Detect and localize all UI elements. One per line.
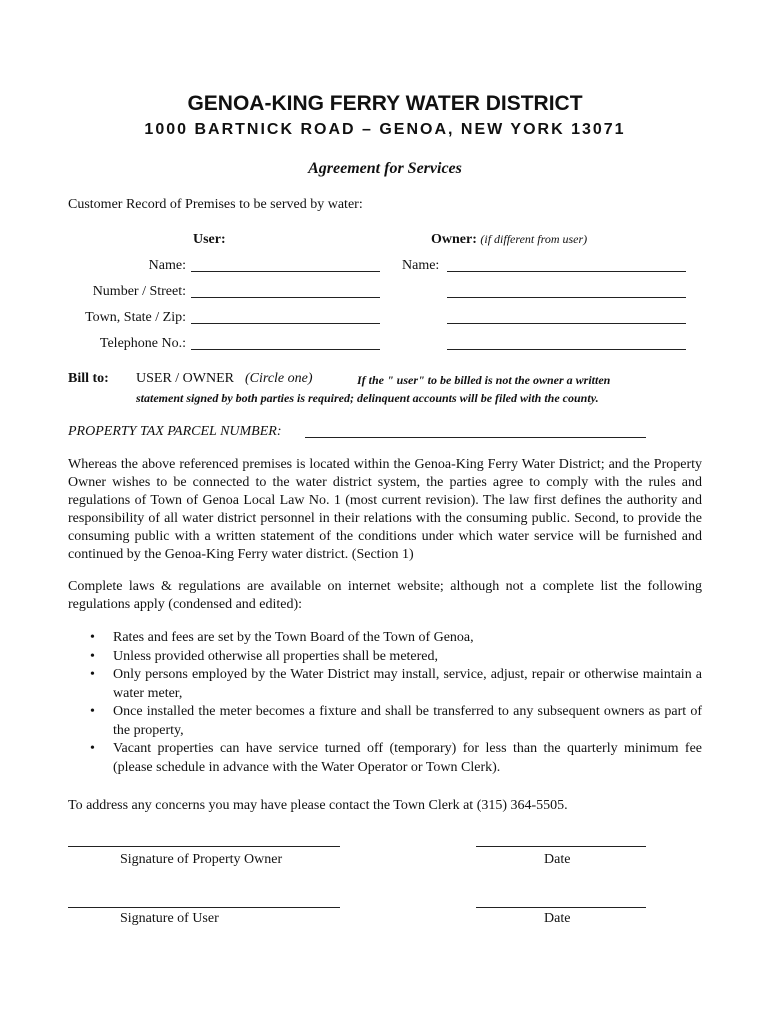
contact-text: To address any concerns you may have please contact the Town Clerk at (315) 364-5505. <box>68 798 568 813</box>
user-phone-field[interactable] <box>191 349 380 350</box>
user-signature-label: Signature of User <box>120 911 219 926</box>
list-item: • Rates and fees are set by the Town Board of the Town of Genoa, <box>68 629 702 648</box>
user-name-field[interactable] <box>191 271 380 272</box>
owner-date-label: Date <box>544 852 571 867</box>
owner-heading: Owner: <box>431 232 477 247</box>
address-line: 1000 BARTNICK ROAD – GENOA, NEW YORK 13071 <box>144 121 626 138</box>
bullet-icon: • <box>90 741 95 756</box>
agreement-paragraph: Whereas the above referenced premises is located within the Genoa-King Ferry Water District; and the Property Owner wishes to be connected to the water district system, the parties agree to comply with the rules and regulations of Town of Genoa Local Law No. 1 (most current revision). The law first defines the authority and responsibility of all water district personnel in their relations with the consuming public. Second, to provide the consuming public with a written statement of the conditions under which water service will be furnished and continued by the Genoa-King Ferry water district. (Section 1) <box>68 457 702 562</box>
owner-date-field[interactable] <box>476 846 646 847</box>
user-street-field[interactable] <box>191 297 380 298</box>
parcel-number-field[interactable] <box>305 437 646 438</box>
bill-to-label: Bill to: <box>68 371 109 386</box>
parcel-number-label: PROPERTY TAX PARCEL NUMBER: <box>68 424 282 439</box>
bullet-icon: • <box>90 648 95 664</box>
owner-town-field[interactable] <box>447 323 686 324</box>
billing-note-line1: If the " user" to be billed is not the owner a written <box>357 373 611 387</box>
user-town-field[interactable] <box>191 323 380 324</box>
user-signature-field[interactable] <box>68 907 340 908</box>
regulations-list <box>68 629 702 777</box>
bullet-icon: • <box>90 667 95 682</box>
list-item: • Only persons employed by the Water District may install, service, adjust, repair or otherwise maintain a water meter, <box>90 667 702 701</box>
owner-name-label: Name: <box>402 258 440 273</box>
user-town-label: Town, State / Zip: <box>85 310 186 325</box>
user-date-label: Date <box>544 911 571 926</box>
list-item: • Unless provided otherwise all properties shall be metered, <box>68 648 702 667</box>
bullet-icon: • <box>90 704 95 719</box>
owner-street-field[interactable] <box>447 297 686 298</box>
owner-signature-field[interactable] <box>68 846 340 847</box>
billing-note-line2: statement signed by both parties is required; delinquent accounts will be filed with the county. <box>136 391 599 405</box>
owner-phone-field[interactable] <box>447 349 686 350</box>
intro-text: Customer Record of Premises to be served by water: <box>68 197 363 212</box>
owner-heading-group <box>431 232 587 248</box>
document-subtitle: Agreement for Services <box>308 160 462 177</box>
user-phone-label: Telephone No.: <box>99 336 186 351</box>
user-name-label: Name: <box>148 258 186 273</box>
owner-heading-note: (if different from user) <box>480 232 588 246</box>
owner-name-field[interactable] <box>447 271 686 272</box>
user-street-label: Number / Street: <box>92 284 186 299</box>
owner-signature-label: Signature of Property Owner <box>120 852 283 867</box>
user-heading: User: <box>193 232 226 247</box>
list-item: • Vacant properties can have service turned off (temporary) for less than the quarterly minimum fee (please schedule in advance with the Water Operator or Town Clerk). <box>90 741 702 775</box>
page-title: GENOA-KING FERRY WATER DISTRICT <box>187 92 583 115</box>
circle-one-note: (Circle one) <box>245 371 313 386</box>
regulations-intro: Complete laws & regulations are available on internet website; although not a complete list the following regulations apply (condensed and edited): <box>68 579 702 612</box>
list-item: • Once installed the meter becomes a fixture and shall be transferred to any subsequent owners as part of the property, <box>90 704 702 738</box>
user-date-field[interactable] <box>476 907 646 908</box>
bill-to-options[interactable]: USER / OWNER <box>136 371 234 386</box>
bullet-icon: • <box>90 630 95 645</box>
